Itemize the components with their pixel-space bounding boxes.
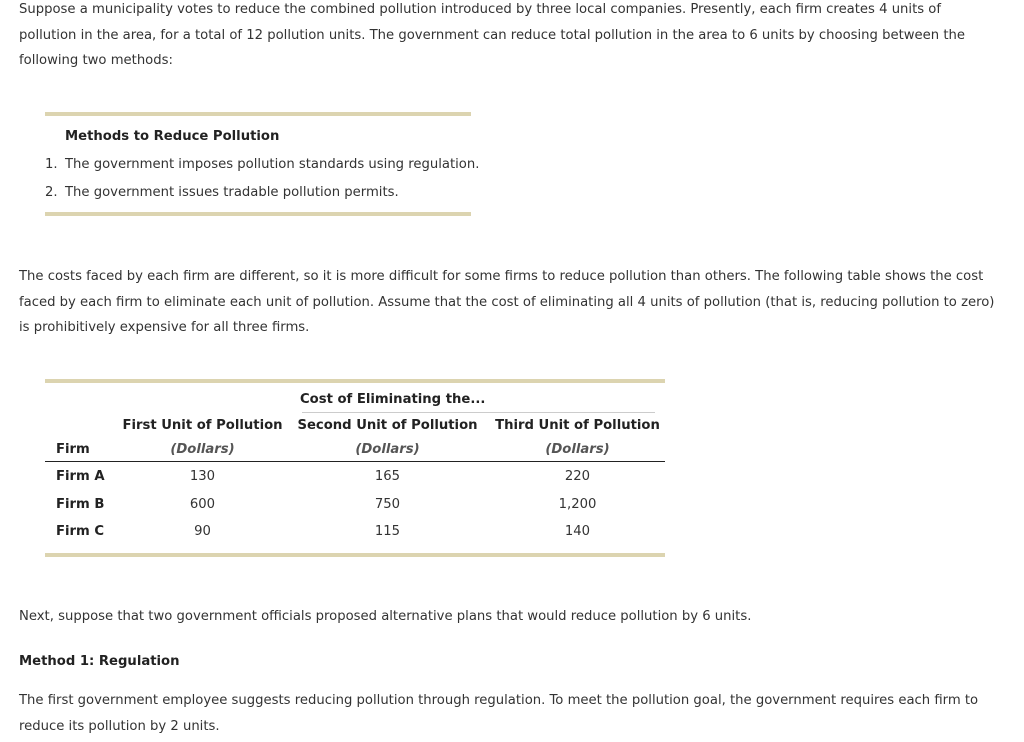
list-item-number: 2. [45, 185, 58, 200]
next-paragraph: Next, suppose that two government officials proposed alternative plans that would reduce pollution by 6 units. [19, 609, 752, 624]
method1-heading: Method 1: Regulation [19, 654, 180, 669]
column-header-first-unit: First Unit of Pollution [122, 418, 283, 433]
column-unit-third: (Dollars) [545, 442, 610, 457]
table-cell: 140 [564, 524, 591, 539]
methods-list [45, 155, 479, 211]
list-item [45, 155, 479, 183]
column-unit-second: (Dollars) [355, 442, 420, 457]
table-cell: 220 [564, 469, 591, 484]
header-rule [45, 461, 665, 462]
column-header-second-unit: Second Unit of Pollution [297, 418, 478, 433]
column-header-third-unit: Third Unit of Pollution [495, 418, 660, 433]
table-cell: 750 [374, 497, 401, 512]
table-cell: 1,200 [558, 497, 597, 512]
column-unit-first: (Dollars) [170, 442, 235, 457]
column-header-firm: Firm [56, 442, 90, 457]
table-top-rule [45, 379, 665, 383]
list-item-number: 1. [45, 157, 58, 172]
intro-paragraph: Suppose a municipality votes to reduce the combined pollution introduced by three local companies. Presently, each firm creates 4 units of pollution in the area, for a total of 12 pollution units. The government can reduce total pollution in the area to 6 units by choosing between the following two methods: [19, 2, 965, 68]
table-cell: 600 [189, 497, 216, 512]
spanning-header-rule [302, 412, 655, 413]
methods-top-rule [45, 112, 471, 116]
table-cell: 130 [189, 469, 216, 484]
list-item [45, 183, 479, 211]
method1-paragraph: The first government employee suggests reducing pollution through regulation. To meet the pollution goal, the government requires each firm to reduce its pollution by 2 units. [19, 693, 979, 734]
table-cell: 115 [374, 524, 401, 539]
methods-box-title: Methods to Reduce Pollution [65, 129, 280, 144]
row-firm-label: Firm A [56, 469, 105, 484]
row-firm-label: Firm B [56, 497, 105, 512]
table-spanning-header: Cost of Eliminating the... [300, 392, 486, 407]
list-item-text: The government issues tradable pollution permits. [65, 185, 399, 200]
costs-paragraph: The costs faced by each firm are different, so it is more difficult for some firms to reduce pollution than others. The following table shows the cost faced by each firm to eliminate each unit of pollution. Assume that the cost of eliminating all 4 units of pollution (that is, reducing pollution to zero) is prohibitively expensive for all three firms. [19, 269, 995, 335]
list-item-text: The government imposes pollution standards using regulation. [65, 157, 480, 172]
methods-bottom-rule [45, 212, 471, 216]
table-cell: 165 [374, 469, 401, 484]
row-firm-label: Firm C [56, 524, 105, 539]
table-bottom-rule [45, 553, 665, 557]
table-cell: 90 [194, 524, 211, 539]
